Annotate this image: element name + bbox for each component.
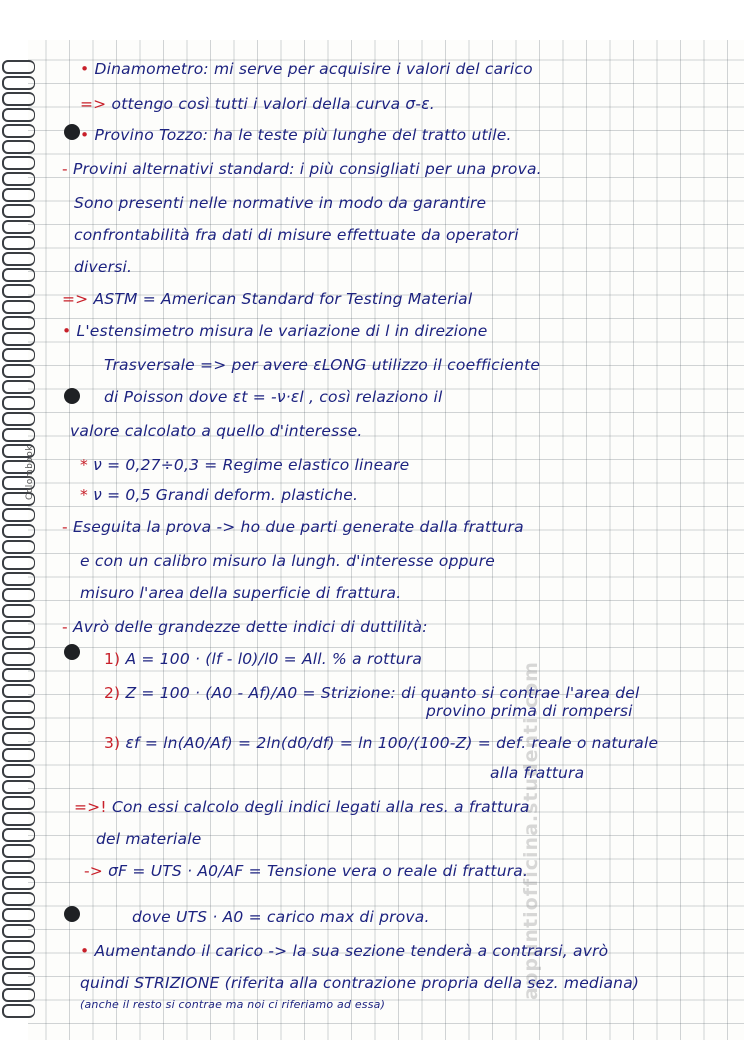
spiral-coil (2, 76, 35, 90)
punch-hole-4 (64, 906, 80, 922)
spiral-coil (2, 284, 35, 298)
spiral-coil (2, 380, 35, 394)
note-line: * ν = 0,5 Grandi deform. plastiche. (80, 486, 359, 504)
note-line: 2) Z = 100 · (A0 - Af)/A0 = Strizione: di quanto si contrae l'area del (104, 684, 640, 702)
spiral-coil (2, 140, 35, 154)
spiral-coil (2, 636, 35, 650)
spiral-coil (2, 220, 35, 234)
spiral-coil (2, 316, 35, 330)
note-line: =>! Con essi calcolo degli indici legati alla res. a frattura (74, 798, 530, 816)
spiral-coil (2, 588, 35, 602)
spiral-coil (2, 348, 35, 362)
spiral-coil (2, 844, 35, 858)
watermark: appuntiofficina.studenti.com (520, 661, 542, 1000)
spiral-coil (2, 732, 35, 746)
note-line: di Poisson dove εt = -ν·εl , così relaziono il (104, 388, 443, 406)
spiral-coil (2, 924, 35, 938)
spiral-coil (2, 188, 35, 202)
note-line: Sono presenti nelle normative in modo da garantire (74, 194, 487, 212)
spiral-coil (2, 268, 35, 282)
spiral-coil (2, 876, 35, 890)
note-line: e con un calibro misuro la lungh. d'interesse oppure (80, 552, 495, 570)
note-line: (anche il resto si contrae ma noi ci riferiamo ad essa) (80, 998, 386, 1011)
spiral-coil (2, 172, 35, 186)
note-line: => ottengo così tutti i valori della curva σ-ε. (80, 95, 435, 113)
note-line: dove UTS · A0 = carico max di prova. (132, 908, 430, 926)
spiral-coil (2, 524, 35, 538)
spiral-coil (2, 108, 35, 122)
note-line: Trasversale => per avere εLONG utilizzo il coefficiente (104, 356, 541, 374)
note-line: diversi. (74, 258, 133, 276)
spiral-coil (2, 1004, 35, 1018)
spiral-coil (2, 92, 35, 106)
spiral-coil (2, 764, 35, 778)
spiral-coil (2, 812, 35, 826)
spiral-coil (2, 892, 35, 906)
spiral-coil (2, 684, 35, 698)
spiral-coil (2, 604, 35, 618)
note-line: • Provino Tozzo: ha le teste più lunghe del tratto utile. (80, 126, 512, 144)
note-line: * ν = 0,27÷0,3 = Regime elastico lineare (80, 456, 410, 474)
spiral-coil (2, 300, 35, 314)
spiral-coil (2, 124, 35, 138)
note-line: - Eseguita la prova -> ho due parti generate dalla frattura (62, 518, 524, 536)
punch-hole-2 (64, 388, 80, 404)
note-line: -> σF = UTS · A0/AF = Tensione vera o reale di frattura. (84, 862, 529, 880)
spiral-coil (2, 988, 35, 1002)
punch-hole-3 (64, 644, 80, 660)
spiral-coil (2, 396, 35, 410)
spiral-coil (2, 508, 35, 522)
brand-label: Colombook (25, 444, 35, 500)
note-line: => ASTM = American Standard for Testing Material (62, 290, 473, 308)
note-line: del materiale (96, 830, 202, 848)
note-line: • Aumentando il carico -> la sua sezione tenderà a contrarsi, avrò (80, 942, 609, 960)
spiral-coil (2, 908, 35, 922)
spiral-coil (2, 620, 35, 634)
note-line: • L'estensimetro misura le variazione di l in direzione (62, 322, 488, 340)
spiral-coil (2, 428, 35, 442)
note-line: quindi STRIZIONE (riferita alla contrazione propria della sez. mediana) (80, 974, 640, 992)
spiral-coil (2, 204, 35, 218)
spiral-coil (2, 60, 35, 74)
spiral-coil (2, 252, 35, 266)
spiral-coil (2, 668, 35, 682)
note-line: valore calcolato a quello d'interesse. (70, 422, 363, 440)
note-line: alla frattura (490, 764, 585, 782)
spiral-coil (2, 796, 35, 810)
note-line: - Avrò delle grandezze dette indici di duttilità: (62, 618, 428, 636)
spiral-coil (2, 780, 35, 794)
spiral-coil (2, 556, 35, 570)
spiral-coil (2, 412, 35, 426)
spiral-binding (0, 60, 34, 1020)
note-line: • Dinamometro: mi serve per acquisire i valori del carico (80, 60, 533, 78)
spiral-coil (2, 236, 35, 250)
spiral-coil (2, 972, 35, 986)
note-line: 3) εf = ln(A0/Af) = 2ln(d0/df) = ln 100/(100-Z) = def. reale o naturale (104, 734, 659, 752)
spiral-coil (2, 332, 35, 346)
spiral-coil (2, 156, 35, 170)
note-line: 1) A = 100 · (lf - l0)/l0 = All. % a rottura (104, 650, 423, 668)
spiral-coil (2, 860, 35, 874)
spiral-coil (2, 364, 35, 378)
spiral-coil (2, 828, 35, 842)
spiral-coil (2, 540, 35, 554)
note-line: confrontabilità fra dati di misure effettuate da operatori (74, 226, 519, 244)
note-line: provino prima di rompersi (426, 702, 633, 720)
note-line: misuro l'area della superficie di frattura. (80, 584, 402, 602)
grid-paper (28, 40, 744, 1040)
spiral-coil (2, 700, 35, 714)
spiral-coil (2, 716, 35, 730)
spiral-coil (2, 652, 35, 666)
spiral-coil (2, 748, 35, 762)
spiral-coil (2, 956, 35, 970)
spiral-coil (2, 940, 35, 954)
spiral-coil (2, 572, 35, 586)
note-line: - Provini alternativi standard: i più consigliati per una prova. (62, 160, 542, 178)
punch-hole-1 (64, 124, 80, 140)
